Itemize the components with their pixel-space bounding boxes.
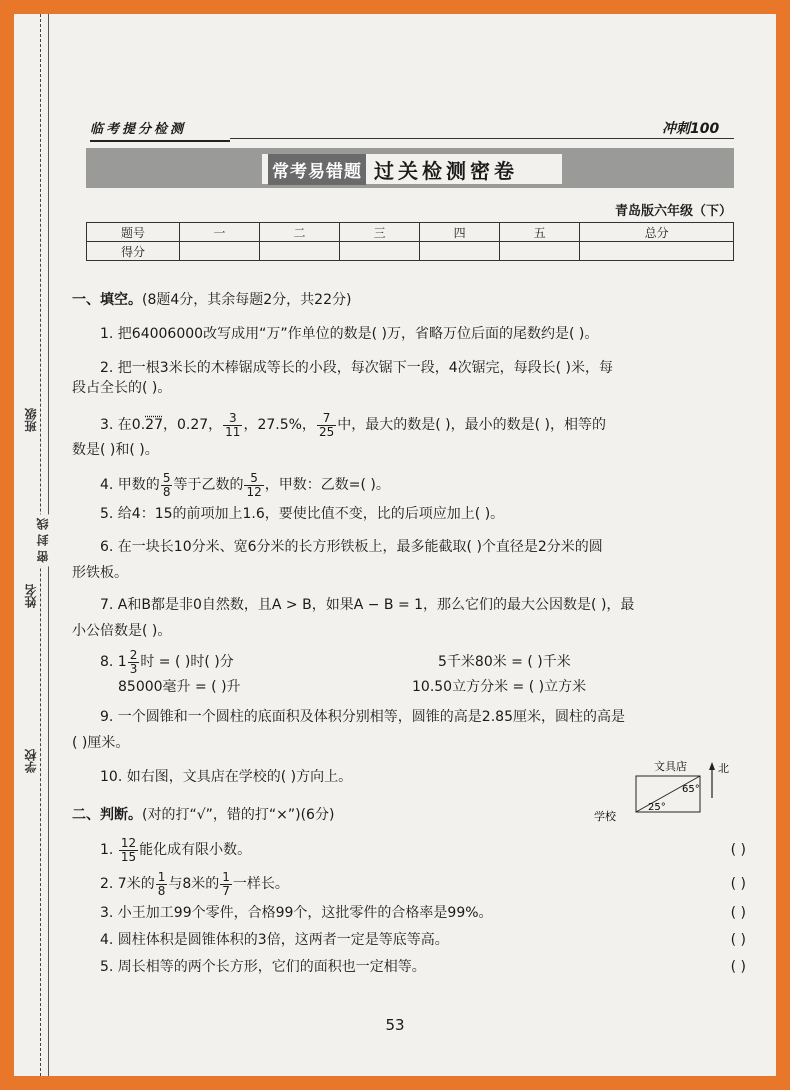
header-left-label: 临考提分检测 <box>90 122 187 137</box>
edition-label: 青岛版六年级（下） <box>614 204 732 219</box>
score-input-cell[interactable] <box>340 242 420 261</box>
fraction <box>161 472 173 499</box>
header-rule <box>230 138 734 139</box>
q3-repeating-digits: 27 <box>145 417 163 433</box>
direction-figure <box>584 758 744 824</box>
judge-2 <box>72 869 752 899</box>
fraction-numerator: 5 <box>162 470 171 485</box>
fraction <box>220 871 232 898</box>
table-cell: 总分 <box>580 223 734 242</box>
answer-blank[interactable]: ( ) <box>730 932 746 948</box>
fraction-denominator: 8 <box>162 484 171 499</box>
question-6-line2: 形铁板。 <box>72 565 128 581</box>
fraction <box>244 472 263 499</box>
j4-text: 4. 圆柱体积是圆锥体积的3倍，这两者一定是等底等高。 <box>100 932 449 948</box>
judge-1 <box>72 835 752 865</box>
fraction <box>223 412 242 439</box>
fraction-denominator: 3 <box>129 661 138 676</box>
judge-4 <box>72 930 752 950</box>
question-2-line1: 2. 把一根3米长的木棒锯成等长的小段，每次锯下一段，4次锯完，每段长( )米，每 <box>100 360 613 376</box>
question-9-line2: ( )厘米。 <box>72 735 130 751</box>
q3-mid2: ，27.5%， <box>243 417 316 433</box>
banner-center <box>262 154 562 184</box>
north-arrowhead-icon <box>709 762 715 770</box>
j1-prefix: 1. <box>100 842 118 858</box>
school-label: 学校 <box>24 749 38 773</box>
score-input-cell[interactable] <box>420 242 500 261</box>
fraction-numerator: 7 <box>317 412 336 426</box>
header-left <box>90 118 230 142</box>
table-cell: 三 <box>340 223 420 242</box>
banner-tag: 常考易错题 <box>268 154 366 185</box>
banner-title: 过关检测密卷 <box>374 158 518 183</box>
fraction <box>128 649 140 676</box>
q8-part3: 85000毫升 = ( )升 <box>118 679 241 695</box>
q3-prefix: 3. 在0. <box>100 417 146 433</box>
q8-rest: 时 = ( )时( )分 <box>140 654 234 670</box>
score-input-cell[interactable] <box>580 242 734 261</box>
question-2-line2: 段占全长的( )。 <box>72 380 172 396</box>
store-label: 文具店 <box>654 760 687 773</box>
question-7-line1: 7. A和B都是非0自然数，且A > B，如果A − B = 1，那么它们的最大公因数是( )，最 <box>100 597 635 613</box>
section1-note: (8题4分，其余每题2分，共22分) <box>142 292 352 308</box>
score-table-header-row <box>87 223 734 242</box>
exam-page <box>14 14 776 1076</box>
fraction-denominator: 12 <box>246 484 262 499</box>
page-number: 53 <box>385 1016 405 1034</box>
fraction <box>156 871 168 898</box>
question-8-line2 <box>72 677 752 699</box>
section1-title: 一、填空。 <box>72 292 142 308</box>
question-10: 10. 如右图，文具店在学校的( )方向上。 <box>100 769 353 785</box>
question-1: 1. 把64006000改写成用“万”作单位的数是( )万，省略万位后面的尾数约是( )。 <box>100 326 599 342</box>
j5-text: 5. 周长相等的两个长方形，它们的面积也一定相等。 <box>100 959 426 975</box>
answer-blank[interactable]: ( ) <box>730 959 746 975</box>
score-table <box>86 222 734 261</box>
fraction-numerator: 2 <box>129 647 138 662</box>
question-8-line1 <box>72 647 752 677</box>
section2-note: (对的打“√”，错的打“×”)(6分) <box>142 807 335 823</box>
q8-part4: 10.50立方分米 = ( )立方米 <box>412 679 587 695</box>
fraction-denominator: 25 <box>318 424 335 439</box>
score-input-cell[interactable] <box>500 242 580 261</box>
section2-title: 二、判断。 <box>72 807 142 823</box>
fraction-numerator: 3 <box>223 412 242 426</box>
q3-mid1: ，0.27， <box>163 417 223 433</box>
answer-blank[interactable]: ( ) <box>730 905 746 921</box>
question-3-line1 <box>72 410 752 440</box>
question-9-line1: 9. 一个圆锥和一个圆柱的底面积及体积分别相等，圆锥的高是2.85厘米，圆柱的高是 <box>100 709 625 725</box>
question-5: 5. 给4：15的前项加上1.6，要使比值不变，比的后项应加上( )。 <box>100 506 505 522</box>
fraction-denominator: 7 <box>222 883 230 898</box>
answer-blank[interactable]: ( ) <box>730 876 746 892</box>
class-label: 班级 <box>24 408 38 432</box>
judge-3 <box>72 903 752 923</box>
q4-mid: 等于乙数的 <box>173 477 244 493</box>
table-cell: 一 <box>180 223 260 242</box>
table-cell: 二 <box>260 223 340 242</box>
table-cell: 题号 <box>87 223 180 242</box>
q8-part2: 5千米80米 = ( )千米 <box>438 654 571 670</box>
brand-label: 冲刺100 <box>662 121 720 137</box>
table-cell: 得分 <box>87 242 180 261</box>
seal-label: 密 封 线 <box>34 514 51 566</box>
table-cell: 五 <box>500 223 580 242</box>
fraction-denominator: 8 <box>157 883 166 898</box>
q3-rest: 中，最大的数是( )，最小的数是( )，相等的 <box>337 417 606 433</box>
j2-prefix: 2. 7米的 <box>100 876 155 892</box>
angle-65: 65° <box>682 784 700 795</box>
fraction <box>119 837 138 864</box>
fraction-numerator: 5 <box>244 472 263 486</box>
question-content <box>72 290 752 977</box>
j1-rest: 能化成有限小数。 <box>139 842 252 858</box>
answer-blank[interactable]: ( ) <box>730 842 746 858</box>
section1-heading <box>72 290 752 310</box>
fraction-denominator: 15 <box>120 849 137 864</box>
q8-prefix: 8. 1 <box>100 654 127 670</box>
fraction-numerator: 1 <box>157 869 166 884</box>
angle-25: 25° <box>648 802 666 813</box>
question-7-line2: 小公倍数是( )。 <box>72 623 172 639</box>
score-table-score-row <box>87 242 734 261</box>
judge-5 <box>72 957 752 977</box>
question-6-line1: 6. 在一块长10分米、宽6分米的长方形铁板上，最多能截取( )个直径是2分米的圆 <box>100 539 603 555</box>
score-input-cell[interactable] <box>180 242 260 261</box>
binding-margin <box>14 14 66 1076</box>
school-label-fig: 学校 <box>594 810 616 823</box>
fraction-numerator: 12 <box>120 835 137 850</box>
score-input-cell[interactable] <box>260 242 340 261</box>
name-label: 姓名 <box>24 584 38 608</box>
fraction-numerator: 1 <box>222 869 230 884</box>
table-cell: 四 <box>420 223 500 242</box>
q4-rest: ，甲数：乙数=( )。 <box>264 477 390 493</box>
j2-rest: 一样长。 <box>232 876 289 892</box>
fraction <box>317 412 336 439</box>
question-4 <box>72 470 752 500</box>
fraction-denominator: 11 <box>225 424 241 439</box>
q4-prefix: 4. 甲数的 <box>100 477 160 493</box>
j2-mid: 与8米的 <box>168 876 220 892</box>
north-label: 北 <box>718 762 729 775</box>
j3-text: 3. 小王加工99个零件，合格99个，这批零件的合格率是99%。 <box>100 905 493 921</box>
question-3-line2: 数是( )和( )。 <box>72 442 159 458</box>
